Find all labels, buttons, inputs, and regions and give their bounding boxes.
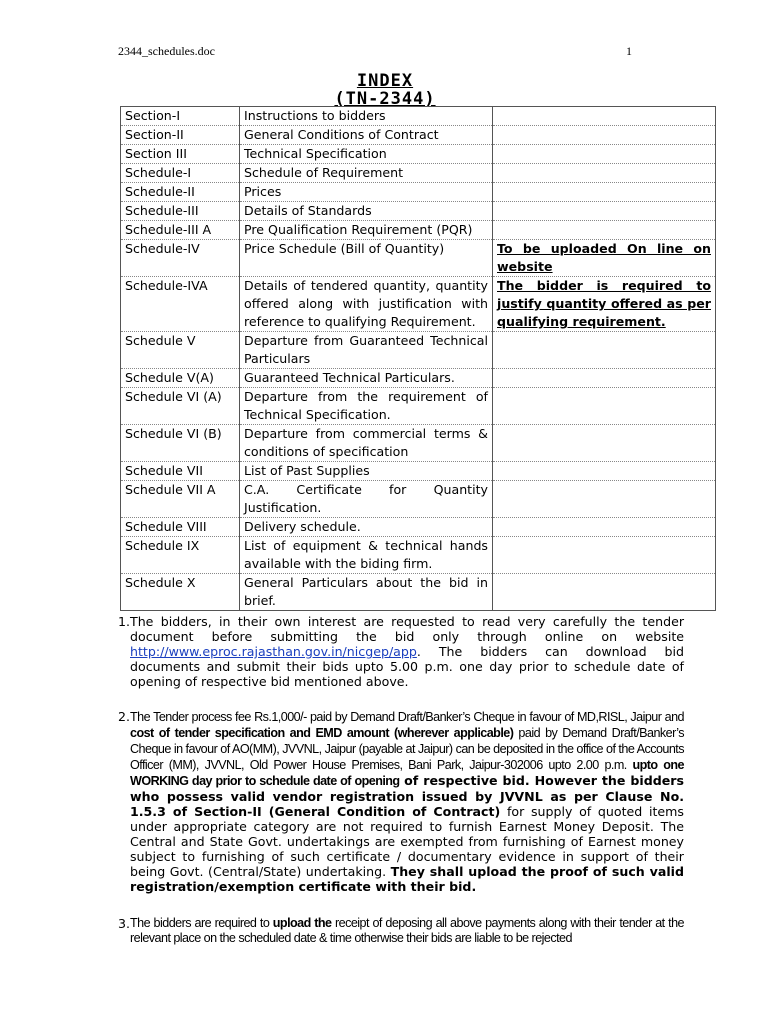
instruction-paragraph-1 — [118, 614, 684, 689]
index-row — [121, 126, 716, 145]
index-table-body — [121, 107, 716, 611]
paragraph-bold-text: They shall upload the proof of such valid registration/exemption certificate with their bid. — [130, 864, 684, 894]
paragraph-text: The Tender process fee Rs.1,000/- paid by Demand Draft/Banker’s Cheque in favour of MD,RISL, Jaipur and — [130, 710, 684, 724]
index-section-cell: Schedule-III A — [121, 221, 240, 240]
index-description-cell: Price Schedule (Bill of Quantity) — [240, 240, 493, 277]
index-note-cell — [493, 518, 716, 537]
index-row — [121, 332, 716, 369]
page-number: 1 — [626, 44, 632, 58]
index-table — [120, 106, 716, 611]
index-row — [121, 107, 716, 126]
paragraph-bold-text: upto one WORKING day prior to schedule date of opening — [130, 758, 685, 788]
index-note-cell — [493, 369, 716, 388]
index-section-cell: Schedule VII A — [121, 481, 240, 518]
paragraph-bold-text: of respective bid. However the bidders who possess valid vendor registration issued by JVVNL as per Clause No. 1.5.3 of Section-II (General Condition of Contract) — [130, 773, 684, 819]
paragraph-text: The bidders, in their own interest are requested to read very carefully the tender document before submitting the bid only through online on website — [130, 614, 684, 644]
document-filename: 2344_schedules.doc — [118, 44, 215, 58]
index-description-cell: Departure from Guaranteed Technical Particulars — [240, 332, 493, 369]
paragraph-text: The bidders are required to — [130, 916, 273, 930]
index-section-cell: Schedule VIII — [121, 518, 240, 537]
paragraph-body — [130, 916, 684, 946]
index-note-cell — [493, 221, 716, 240]
index-row — [121, 183, 716, 202]
index-note-cell — [493, 145, 716, 164]
index-note-cell — [493, 183, 716, 202]
index-note-cell — [493, 388, 716, 425]
paragraph-bold-text: cost of tender specification and EMD amount (wherever applicable) — [130, 726, 514, 740]
index-row — [121, 425, 716, 462]
index-description-cell: Instructions to bidders — [240, 107, 493, 126]
paragraph-number: 3. — [118, 916, 131, 931]
index-note-cell — [493, 107, 716, 126]
paragraph-bold-text: upload the — [272, 916, 332, 930]
index-section-cell: Schedule V(A) — [121, 369, 240, 388]
index-section-cell: Schedule VII — [121, 462, 240, 481]
index-section-cell: Section-I — [121, 107, 240, 126]
index-description-cell: Pre Qualification Requirement (PQR) — [240, 221, 493, 240]
index-section-cell: Schedule-II — [121, 183, 240, 202]
index-note-cell: To be uploaded On line on website — [493, 240, 716, 277]
index-row — [121, 164, 716, 183]
index-description-cell: General Particulars about the bid in brief. — [240, 574, 493, 611]
index-note-cell — [493, 481, 716, 518]
index-row — [121, 221, 716, 240]
index-row — [121, 462, 716, 481]
index-description-cell: Departure from the requirement of Technical Specification. — [240, 388, 493, 425]
paragraph-body — [130, 709, 684, 894]
paragraph-text: for supply of quoted items under appropriate category are not required to furnish Earnest Money Deposit. The Central and State Govt. undertakings are exempted from furnishing of Earnest money subject to furnishing of such certificate / documentary evidence in support of their being Govt. (Central/State) undertaking. — [130, 804, 684, 879]
index-note-cell — [493, 164, 716, 183]
index-row — [121, 277, 716, 332]
index-note-cell — [493, 332, 716, 369]
instruction-paragraph-2 — [118, 709, 684, 894]
paragraph-body — [130, 614, 684, 689]
eproc-website-link[interactable]: http://www.eproc.rajasthan.gov.in/nicgep/app — [130, 644, 417, 659]
tender-number-title: (TN-2344) — [334, 89, 436, 109]
index-row — [121, 518, 716, 537]
index-section-cell: Schedule-I — [121, 164, 240, 183]
index-note-cell — [493, 126, 716, 145]
index-description-cell: General Conditions of Contract — [240, 126, 493, 145]
index-section-cell: Section III — [121, 145, 240, 164]
index-note-cell — [493, 202, 716, 221]
index-description-cell: List of Past Supplies — [240, 462, 493, 481]
paragraph-number: 2. — [118, 709, 131, 724]
paragraph-text: paid by Demand Draft/Banker’s Cheque in favour of AO(MM), JVVNL, Jaipur (payable at Jaipur) can be deposited in the office of the Accounts Officer (MM), JVVNL, Old Power House Premises, Bani Park, Jaipur-302006 upto 2.00 p.m. — [130, 726, 684, 772]
index-description-cell: Guaranteed Technical Particulars. — [240, 369, 493, 388]
index-description-cell: Details of Standards — [240, 202, 493, 221]
index-row — [121, 574, 716, 611]
index-section-cell: Schedule VI (A) — [121, 388, 240, 425]
index-row — [121, 481, 716, 518]
index-row — [121, 202, 716, 221]
index-title: INDEX — [356, 71, 414, 91]
index-section-cell: Schedule-III — [121, 202, 240, 221]
index-description-cell: List of equipment & technical hands available with the biding firm. — [240, 537, 493, 574]
index-note-cell — [493, 537, 716, 574]
index-section-cell: Schedule-IV — [121, 240, 240, 277]
paragraph-text: . The bidders can download bid documents and submit their bids upto 5.00 p.m. one day prior to schedule date of opening of respective bid mentioned above. — [130, 644, 684, 689]
index-description-cell: Schedule of Requirement — [240, 164, 493, 183]
paragraph-number: 1. — [118, 614, 131, 629]
index-section-cell: Schedule IX — [121, 537, 240, 574]
index-row — [121, 537, 716, 574]
index-note-cell — [493, 574, 716, 611]
index-description-cell: Prices — [240, 183, 493, 202]
index-description-cell: Delivery schedule. — [240, 518, 493, 537]
index-row — [121, 369, 716, 388]
index-section-cell: Schedule VI (B) — [121, 425, 240, 462]
index-description-cell: Details of tendered quantity, quantity offered along with justification with reference to qualifying Requirement. — [240, 277, 493, 332]
paragraph-text: receipt of deposing all above payments along with their tender at the relevant place on the scheduled date & time otherwise their bids are liable to be rejected — [130, 916, 684, 945]
index-description-cell: C.A. Certificate for Quantity Justification. — [240, 481, 493, 518]
index-description-cell: Technical Specification — [240, 145, 493, 164]
index-description-cell: Departure from commercial terms & conditions of specification — [240, 425, 493, 462]
index-section-cell: Schedule-IVA — [121, 277, 240, 332]
index-note-cell — [493, 462, 716, 481]
instruction-paragraph-3 — [118, 916, 684, 946]
index-row — [121, 145, 716, 164]
index-note-cell — [493, 425, 716, 462]
index-section-cell: Section-II — [121, 126, 240, 145]
index-section-cell: Schedule V — [121, 332, 240, 369]
index-row — [121, 240, 716, 277]
index-row — [121, 388, 716, 425]
index-note-cell: The bidder is required to justify quantity offered as per qualifying requirement. — [493, 277, 716, 332]
index-section-cell: Schedule X — [121, 574, 240, 611]
